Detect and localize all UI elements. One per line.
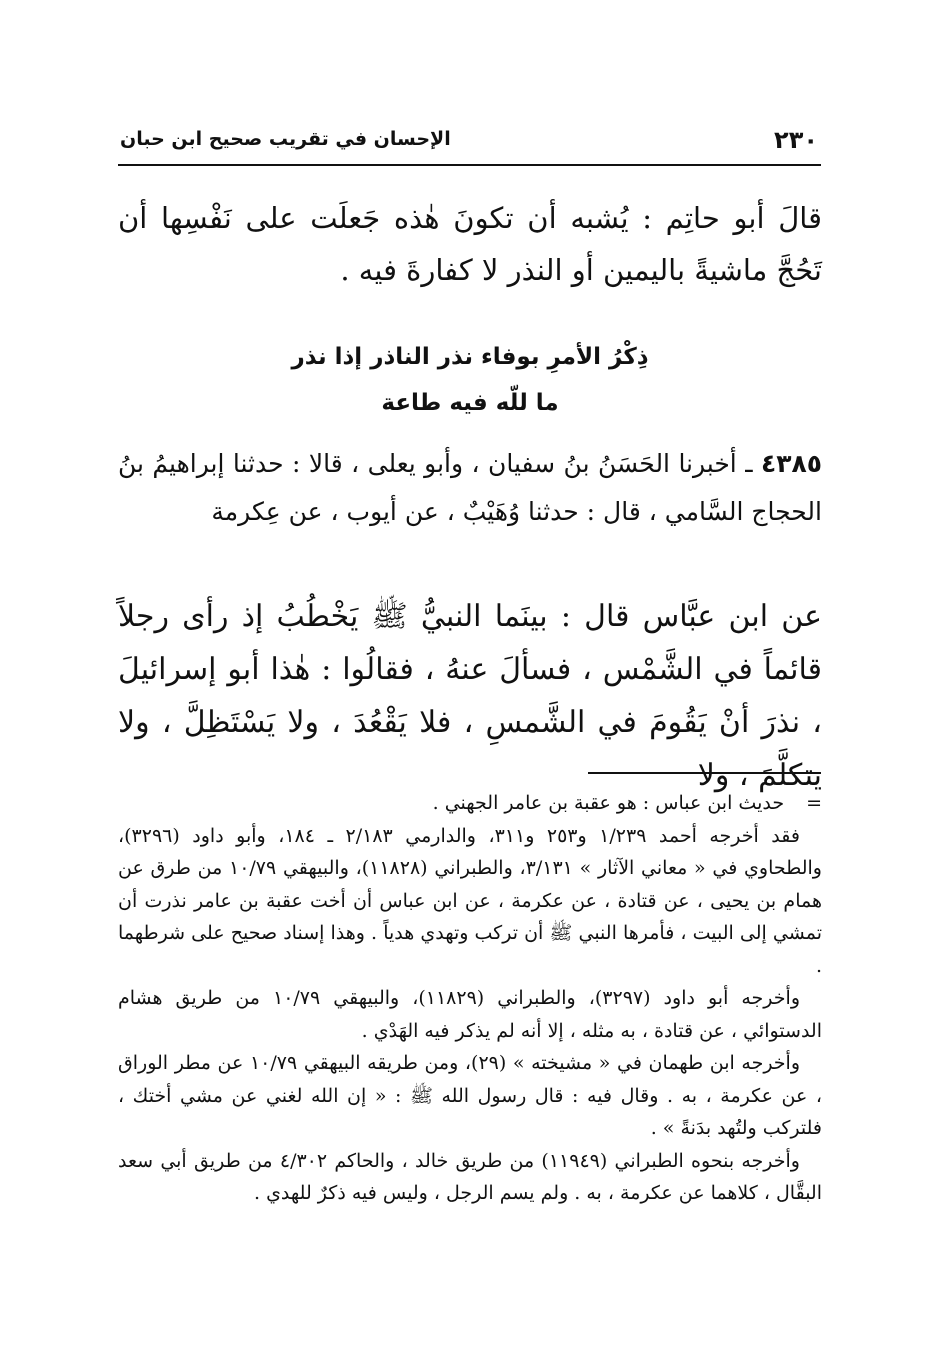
heading-line-2: ما للّه فيه طاعة: [381, 390, 559, 416]
running-title: الإحسان في تقريب صحيح ابن حبان: [120, 128, 451, 150]
hadith-number: ٤٣٨٥: [760, 449, 822, 478]
commentary-paragraph: قالَ أبو حاتِم : يُشبه أن تكونَ هٰذه جَعلَت على نَفْسِها أن تَحُجَّ ماشيةً باليمين أو النذر لا كفارةَ فيه .: [118, 201, 822, 287]
footnote-text: حديث ابن عباس : هو عقبة بن عامر الجهني .: [432, 792, 785, 814]
isnad-text: ـ أخبرنا الحَسَنُ بنُ سفيان ، وأبو يعلى ، قالا : حدثنا إبراهيمُ بنُ الحجاج السَّامي ، قال : حدثنا وُهَيْبٌ ، عن أيوب ، عن عِكرمة: [118, 449, 822, 526]
footnote-divider: [588, 772, 821, 774]
footnotes: [118, 787, 822, 1210]
hadith-matn: عن ابن عبَّاس قال : بينَما النبيُّ ﷺ يَخْطُبُ إذ رأى رجلاً قائماً في الشَّمْس ، فسألَ عنهُ ، فقالُوا : هٰذا أبو إسرائيلَ ، نذرَ أنْ يَقُومَ في الشَّمسِ ، فلا يَقْعُدَ ، ولا يَسْتَظِلَّ ، ولا يتكلَّمَ ، ولا: [118, 599, 822, 793]
footnote-line: [118, 787, 822, 820]
continuation-marker: =: [806, 792, 822, 814]
footnote-paragraph: وأخرجه أبو داود (٣٢٩٧)، والطبراني (١١٨٢٩)، والبيهقي ١٠/٧٩ من طريق هشام الدستوائي ، عن قتادة ، به مثله ، إلا أنه لم يذكر فيه الهَدْي .: [118, 987, 822, 1042]
footnote-paragraph: فقد أخرجه أحمد ١/٢٣٩ و٢٥٣ و٣١١، والدارمي ٢/١٨٣ ـ ١٨٤، وأبو داود (٣٢٩٦)، والطحاوي في « معاني الآثار » ٣/١٣١، والطبراني (١١٨٢٨)، والبيهقي ١٠/٧٩ من طرق عن همام بن يحيى ، عن قتادة ، عن عكرمة ، عن ابن عباس أن أخت عقبة بن عامر نذرت أن تمشي إلى البيت ، فأمرها النبي ﷺ أن تركب وتهدي هدياً . وهذا إسناد صحيح على شرطهما .: [118, 824, 822, 977]
page-header: [118, 122, 820, 162]
header-divider: [118, 164, 821, 166]
footnote-paragraph: وأخرجه بنحوه الطبراني (١١٩٤٩) من طريق خالد ، والحاكم ٤/٣٠٢ من طريق أبي سعد البقَّال ، كلاهما عن عكرمة ، به . ولم يسم الرجل ، وليس فيه ذكرٌ للهدي .: [118, 1149, 822, 1204]
hadith-isnad: [118, 440, 822, 536]
chapter-heading: [118, 334, 822, 426]
heading-line-1: ذِكْرُ الأمرِ بوفاء نذر الناذر إذا نذر: [291, 344, 649, 370]
page-number: ٢٣٠: [774, 126, 818, 154]
footnote-paragraph: وأخرجه ابن طهمان في « مشيخته » (٢٩)، ومن طريقه البيهقي ١٠/٧٩ عن مطر الوراق ، عن عكرمة ، به . وقال فيه : قال رسول الله ﷺ : « إن الله لغني عن مشي أختك ، فلتركب ولتُهد بدَنةً » .: [118, 1052, 822, 1139]
